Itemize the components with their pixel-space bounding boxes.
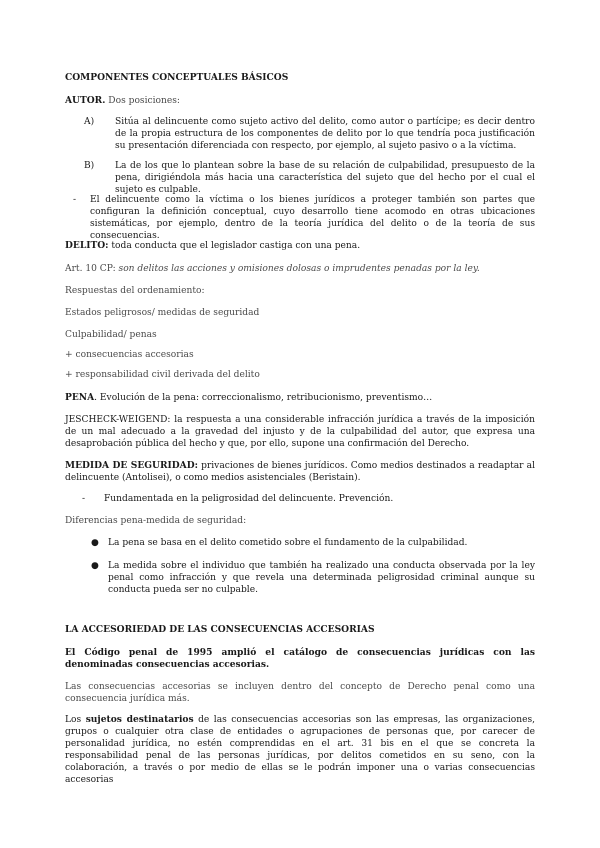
list-marker-b: B) — [84, 161, 95, 171]
art10-paragraph — [65, 263, 535, 275]
consecuencias-line: + consecuencias accesorias — [65, 350, 194, 360]
autor-item-a: Sitúa al delincuente como sujeto activo del delito, como autor o partícipe; es decir dentro de la propia estructura de los componentes de delito por lo que tendría poca justificación su presentación diferenciada con respecto, por ejemplo, al sujeto pasivo o a la víctima. — [115, 117, 535, 151]
dash-marker-medida: - — [82, 494, 86, 504]
art10-prefix: Art. 10 CP: — [65, 264, 119, 274]
sujetos-paragraph — [65, 714, 535, 786]
section-heading-componentes: COMPONENTES CONCEPTUALES BÁSICOS — [65, 72, 289, 83]
art10-italic: son delitos las acciones y omisiones dolosas o imprudentes penadas por la ley. — [118, 264, 480, 274]
list-marker-a: A) — [84, 117, 95, 127]
codigo-paragraph: El Código penal de 1995 amplió el catálogo de consecuencias jurídicas con las denominadas consecuencias accesorias. — [65, 647, 535, 670]
jescheck-paragraph: JESCHECK-WEIGEND: la respuesta a una considerable infracción jurídica a través de la imposición de un mal adecuado a la gravedad del injusto y de la culpabilidad del autor, que expresa una desaprobación pública del hecho y que, por ello, supone una confirmación del Derecho. — [65, 415, 535, 449]
autor-paragraph — [65, 95, 535, 107]
diferencias-intro: Diferencias pena-medida de seguridad: — [65, 516, 247, 526]
autor-dash-item: El delincuente como la víctima o los bienes jurídicos a proteger también son partes que configuran la definición conceptual, cuyo desarrollo tiene acomodo en otras ubicaciones sistemáticas, por ejemplo, dentro de la teoría jurídica del delito o de la teoría de sus consecuencias. — [90, 195, 535, 241]
diferencias-item-2: La medida sobre el individuo que también ha realizado una conducta observada por la ley penal como infracción y que revela una determinada peligrosidad criminal aunque su conducta pueda ser no culpable. — [108, 561, 535, 595]
pena-text: . Evolución de la pena: correccionalismo, retribucionismo, preventismo… — [94, 393, 433, 403]
medida-text: privaciones de bienes jurídicos. Como medios destinados a readaptar al delincuente (Antolisei), o como medios asistenciales (Beristain). — [65, 461, 535, 483]
autor-item-b: La de los que lo plantean sobre la base de su relación de culpabilidad, presupuesto de la pena, dirigiéndola más hacia una característica del sujeto que del hecho por el cual el sujeto es culpable. — [115, 161, 535, 195]
respuestas-line: Respuestas del ordenamiento: — [65, 286, 205, 296]
dash-marker-autor: - — [73, 195, 77, 205]
estados-line: Estados peligrosos/ medidas de seguridad — [65, 308, 260, 318]
medida-label: MEDIDA DE SEGURIDAD: — [65, 460, 198, 471]
autor-text: Dos posiciones: — [105, 96, 180, 106]
section-heading-accesoriedad: LA ACCESORIEDAD DE LAS CONSECUENCIAS ACCESORIAS — [65, 624, 375, 635]
sujetos-prefix: Los — [65, 715, 86, 725]
bullet-icon: ● — [91, 538, 99, 548]
sujetos-bold: sujetos destinatarios — [85, 714, 194, 725]
medida-paragraph — [65, 460, 535, 484]
delito-paragraph — [65, 240, 535, 252]
autor-label: AUTOR. — [65, 95, 106, 106]
diferencias-item-1: La pena se basa en el delito cometido sobre el fundamento de la culpabilidad. — [108, 538, 468, 548]
sujetos-text: de las consecuencias accesorias son las empresas, las organizaciones, grupos o cualquier otra clase de entidades o agrupaciones de personas que, por carecer de personalidad jurídica, no estén comprendidas en el art. 31 bis en el que se concreta la responsabilidad penal de las personas jurídicas, por delitos cometidos en su seno, con la colaboración, a través o por medio de ellas se le podrán imponer una o varias consecuencias accesorias — [65, 715, 536, 785]
bullet-icon: ● — [91, 561, 99, 571]
delito-text: toda conducta que el legislador castiga con una pena. — [108, 241, 361, 251]
responsabilidad-line: + responsabilidad civil derivada del delito — [65, 370, 260, 380]
delito-label: DELITO: — [65, 240, 109, 251]
pena-label: PENA — [65, 392, 95, 403]
consecuencias-paragraph: Las consecuencias accesorias se incluyen dentro del concepto de Derecho penal como una consecuencia jurídica más. — [65, 682, 535, 704]
pena-paragraph — [65, 392, 535, 404]
culpabilidad-line: Culpabilidad/ penas — [65, 330, 157, 340]
medida-dash-item: Fundamentada en la peligrosidad del delincuente. Prevención. — [104, 494, 394, 504]
